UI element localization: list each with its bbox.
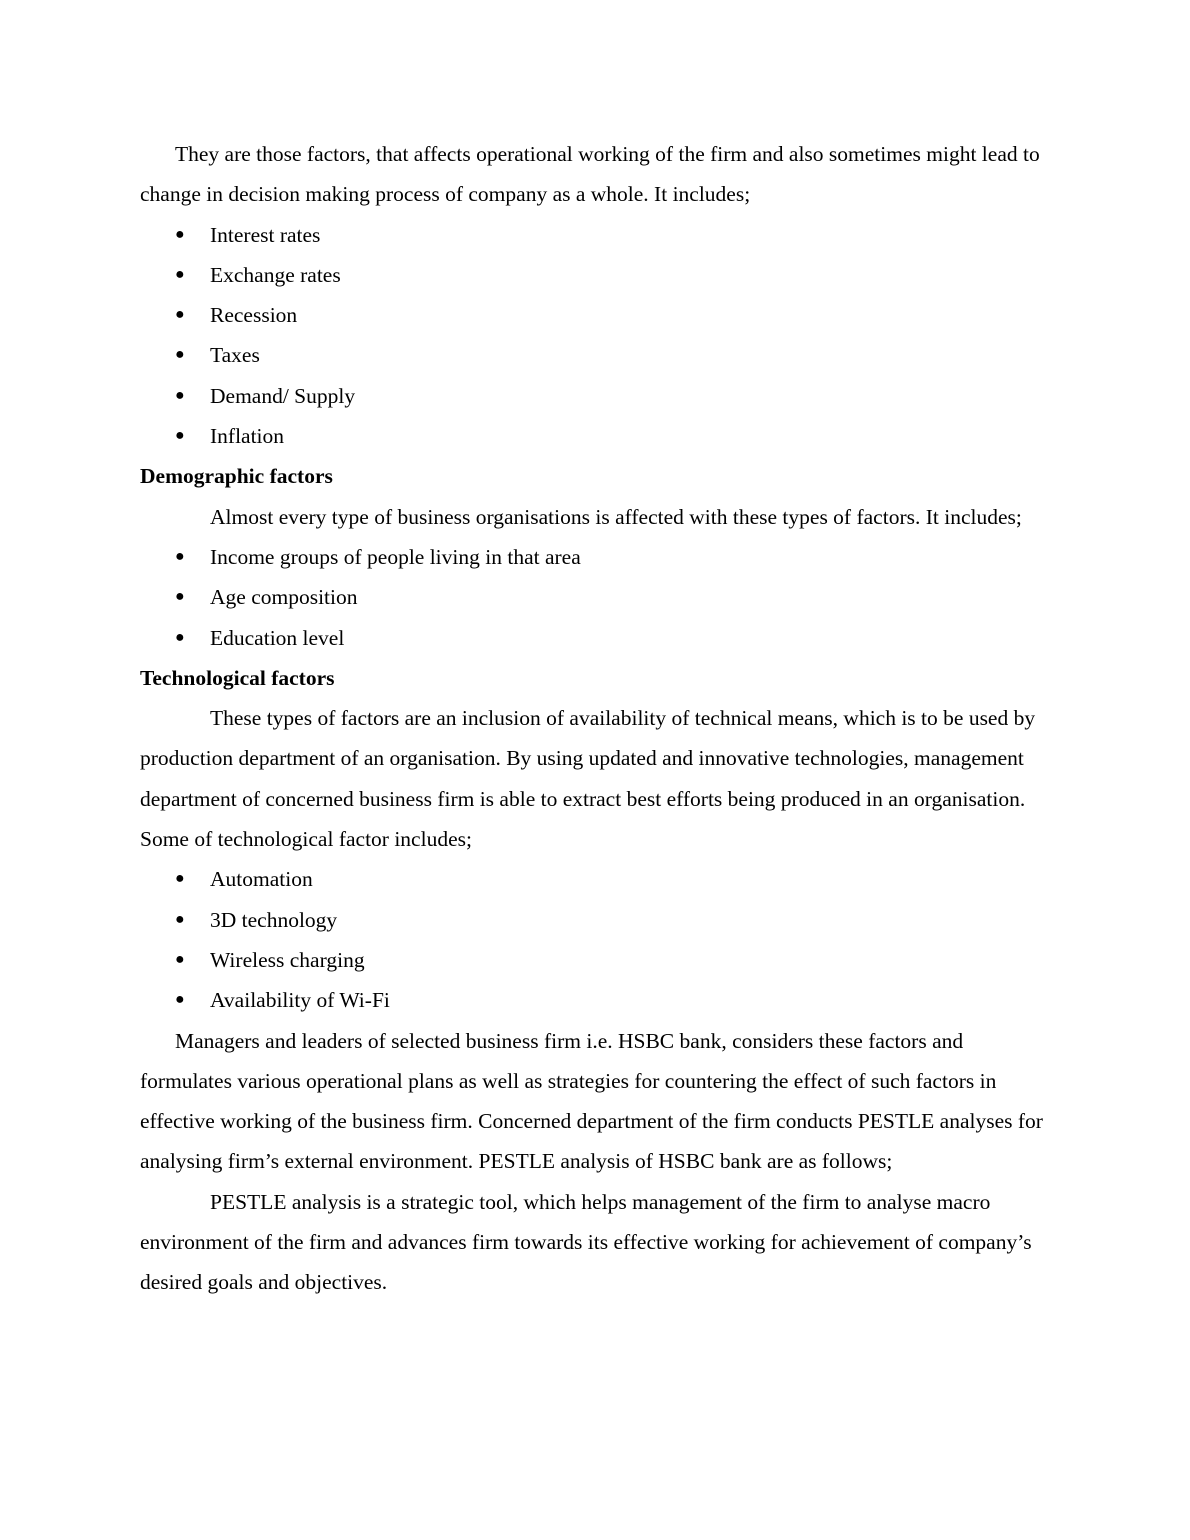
list-item <box>140 416 1050 456</box>
list-item <box>140 335 1050 375</box>
list-item-text: Automation <box>210 867 313 892</box>
list-item <box>140 980 1050 1020</box>
intro-paragraph: They are those factors, that affects operational working of the firm and also sometimes might lead to change in decision making process of company as a whole. It includes; <box>140 142 1040 207</box>
list-item-text: Availability of Wi-Fi <box>210 988 390 1013</box>
list-item-text: Taxes <box>210 343 260 368</box>
economic-factors-list <box>140 215 1050 457</box>
demographic-factors-list <box>140 537 1050 658</box>
list-item-text: Interest rates <box>210 222 321 247</box>
list-item-text: Age composition <box>210 585 358 610</box>
bullet-icon: ● <box>175 950 185 968</box>
list-item <box>140 900 1050 940</box>
list-item <box>140 255 1050 295</box>
document-page <box>140 134 1050 1303</box>
list-item-text: Inflation <box>210 424 285 449</box>
bullet-icon: ● <box>175 386 185 404</box>
list-item <box>140 577 1050 617</box>
bullet-icon: ● <box>175 265 185 283</box>
technological-factors-heading: Technological factors <box>140 665 335 690</box>
demographic-paragraph: Almost every type of business organisations is affected with these types of factors. It includes; <box>210 504 1022 529</box>
list-item-text: Recession <box>210 303 298 328</box>
demographic-factors-heading: Demographic factors <box>140 464 333 489</box>
list-item <box>140 940 1050 980</box>
list-item-text: 3D technology <box>210 907 338 932</box>
list-item-text: Income groups of people living in that area <box>210 544 581 569</box>
list-item <box>140 215 1050 255</box>
managers-paragraph: Managers and leaders of selected business firm i.e. HSBC bank, considers these factors and formulates various operational plans as well as strategies for countering the effect of such factors in effective working of the business firm. Concerned department of the firm conducts PESTLE analyses for analysing firm’s external environment. PESTLE analysis of HSBC bank are as follows; <box>140 1028 1043 1174</box>
list-item <box>140 295 1050 335</box>
bullet-icon: ● <box>175 628 185 646</box>
bullet-icon: ● <box>175 346 185 364</box>
technological-paragraph: These types of factors are an inclusion of availability of technical means, which is to be used by production department of an organisation. By using updated and innovative technologies, management department of concerned business firm is able to extract best efforts being produced in an organisation. Some of technological factor includes; <box>140 706 1036 852</box>
bullet-icon: ● <box>175 910 185 928</box>
bullet-icon: ● <box>175 306 185 324</box>
bullet-icon: ● <box>175 547 185 565</box>
bullet-icon: ● <box>175 870 185 888</box>
list-item <box>140 859 1050 899</box>
list-item-text: Wireless charging <box>210 947 365 972</box>
list-item <box>140 537 1050 577</box>
list-item-text: Exchange rates <box>210 262 341 287</box>
bullet-icon: ● <box>175 588 185 606</box>
list-item-text: Demand/ Supply <box>210 383 356 408</box>
bullet-icon: ● <box>175 225 185 243</box>
pestle-paragraph: PESTLE analysis is a strategic tool, which helps management of the firm to analyse macro environment of the firm and advances firm towards its effective working for achievement of company’s desired goals and objectives. <box>140 1189 1032 1295</box>
list-item <box>140 618 1050 658</box>
list-item-text: Education level <box>210 625 345 650</box>
bullet-icon: ● <box>175 427 185 445</box>
bullet-icon: ● <box>175 991 185 1009</box>
technological-factors-list <box>140 859 1050 1020</box>
list-item <box>140 376 1050 416</box>
